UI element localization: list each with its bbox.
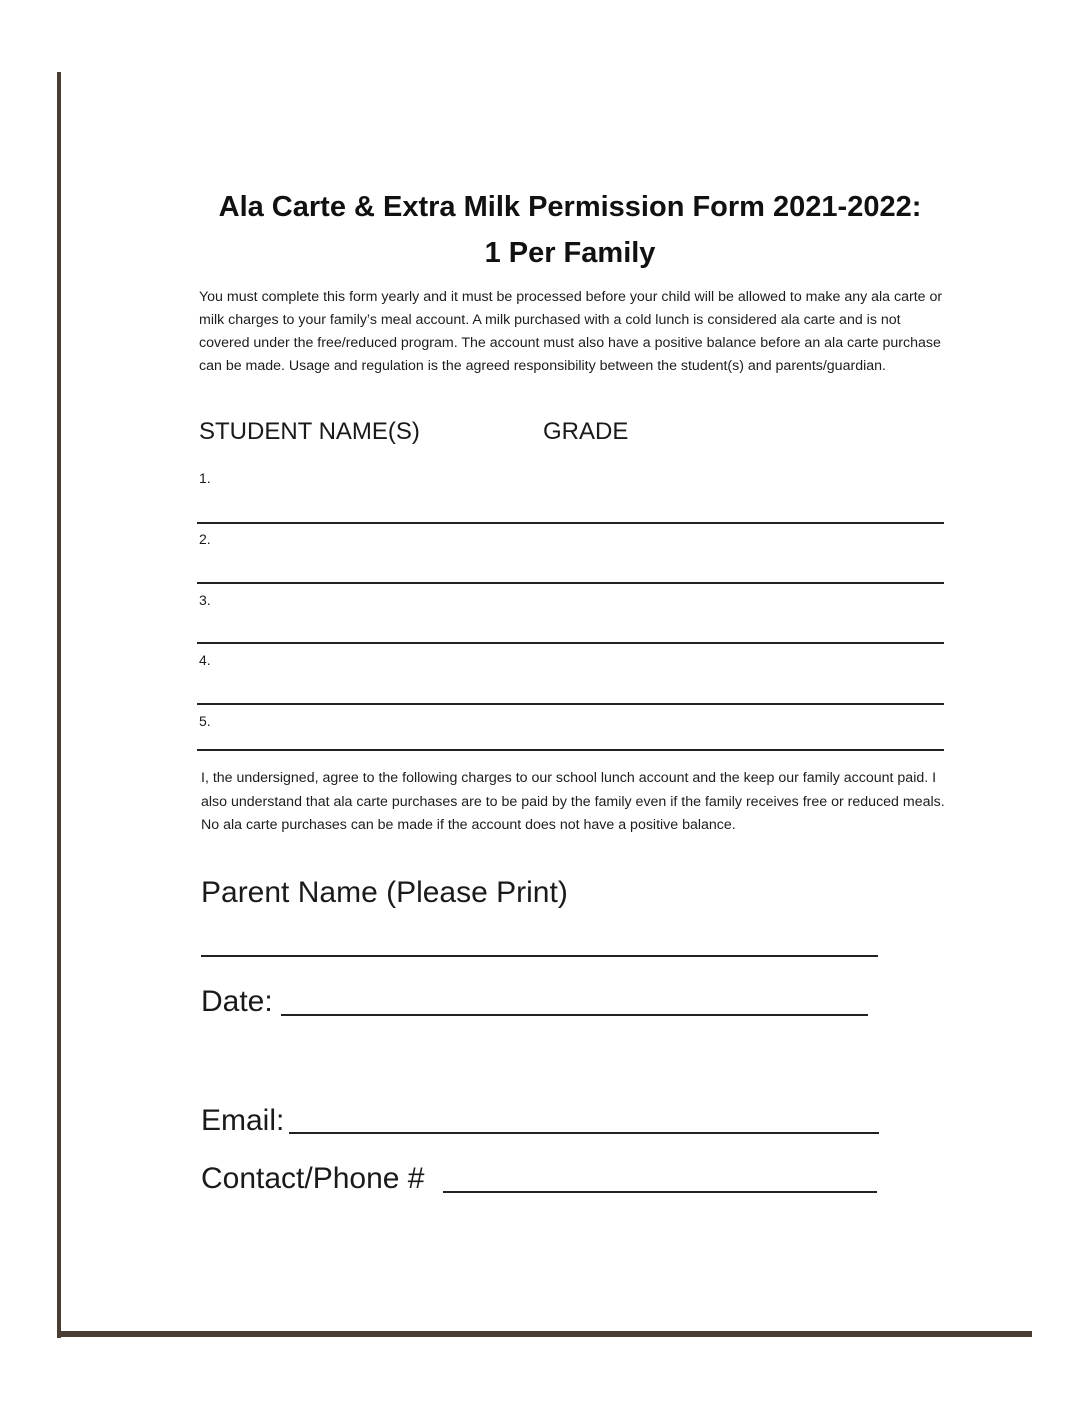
phone-field[interactable] [443, 1191, 877, 1193]
student-row-line[interactable] [197, 522, 944, 524]
student-row-line[interactable] [197, 642, 944, 644]
parent-name-field[interactable] [201, 955, 878, 957]
form-title-line-2: 1 Per Family [484, 237, 656, 269]
email-label: Email: [201, 1104, 285, 1137]
student-row-number: 5. [199, 713, 211, 729]
phone-label: Contact/Phone # [201, 1162, 425, 1195]
background-edge-left [57, 72, 61, 1338]
date-label: Date: [201, 985, 273, 1018]
student-row-number: 3. [199, 592, 211, 608]
intro-paragraph: You must complete this form yearly and it must be processed before your child will be allowed to make any ala carte or milk charges to your family’s meal account. A milk purchased with a cold lunch is considered ala carte and is not covered under the free/reduced program. The account must also have a positive balance before an ala carte purchase can be made. Usage and regulation is the agreed responsibility between the student(s) and parents/guardian. [199, 289, 943, 374]
student-row-line[interactable] [197, 749, 944, 751]
background-edge-bottom [57, 1331, 1032, 1337]
agreement-paragraph: I, the undersigned, agree to the following charges to our school lunch account and the keep our family account paid. I also understand that ala carte purchases are to be paid by the family even if the family receives free or reduced meals. No ala carte purchases can be made if the account does not have a positive balance. [201, 770, 945, 833]
parent-name-label: Parent Name (Please Print) [201, 876, 568, 909]
student-row-number: 4. [199, 652, 211, 668]
student-row-number: 2. [199, 531, 211, 547]
student-row-line[interactable] [197, 703, 944, 705]
student-names-header: STUDENT NAME(S) [199, 418, 420, 445]
grade-header: GRADE [543, 418, 629, 445]
form-title [140, 184, 1000, 276]
form-title-line-1: Ala Carte & Extra Milk Permission Form 2021-2022: [218, 191, 922, 223]
student-row-number: 1. [199, 470, 211, 486]
date-field[interactable] [281, 1014, 868, 1016]
student-row-line[interactable] [197, 582, 944, 584]
email-field[interactable] [289, 1132, 879, 1134]
